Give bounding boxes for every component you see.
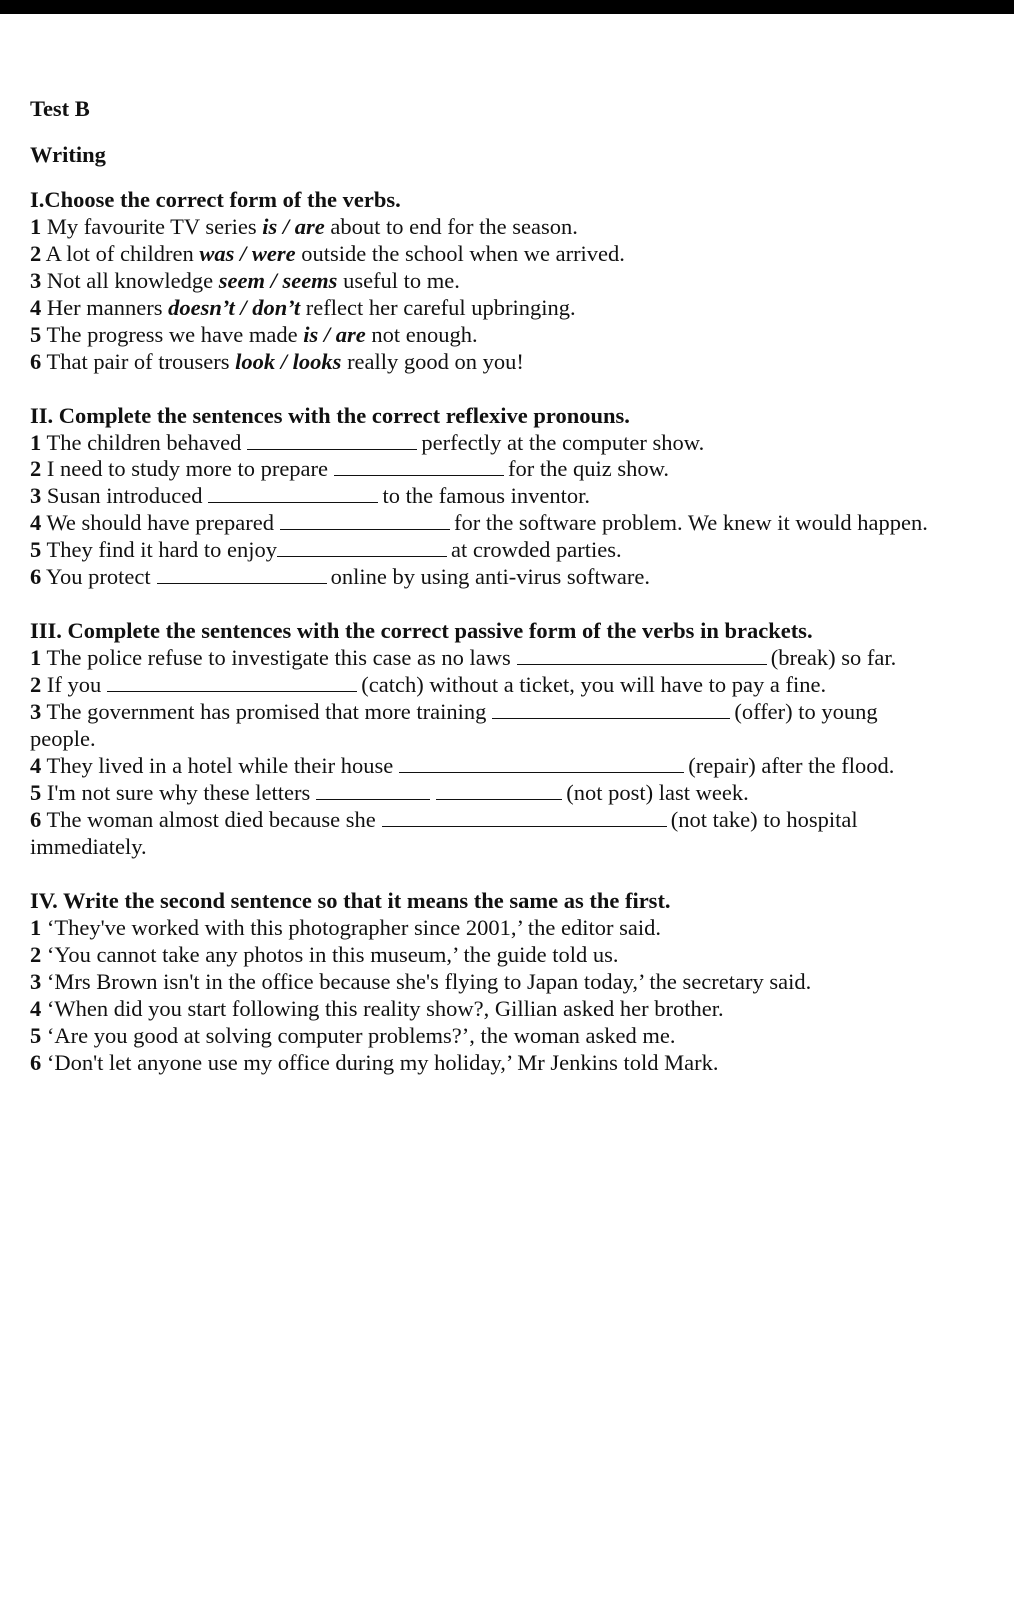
part2-item-1: 1 The children behaved perfectly at the computer show. bbox=[30, 430, 705, 455]
part4-item-5: 5 ‘Are you good at solving computer problems?’, the woman asked me. bbox=[30, 1023, 676, 1048]
verb-options: look / looks bbox=[235, 349, 342, 374]
part2-item-5: 5 They find it hard to enjoy at crowded parties. bbox=[30, 537, 622, 562]
part3-item-1: 1 The police refuse to investigate this case as no laws (break) so far. bbox=[30, 645, 897, 670]
part3-item-3: 3 The government has promised that more training (offer) to young bbox=[30, 699, 878, 724]
answer-blank[interactable] bbox=[107, 673, 357, 692]
verb-options: doesn’t / don’t bbox=[168, 295, 301, 320]
part3-item-2: 2 If you (catch) without a ticket, you will have to pay a fine. bbox=[30, 672, 827, 697]
top-black-bar bbox=[0, 0, 1014, 14]
answer-blank[interactable] bbox=[399, 754, 684, 773]
section-label: Writing bbox=[30, 142, 106, 167]
answer-blank[interactable] bbox=[208, 484, 378, 503]
test-label: Test B bbox=[30, 96, 90, 121]
part1-title: I.Choose the correct form of the verbs. bbox=[30, 187, 401, 212]
answer-blank[interactable] bbox=[277, 538, 447, 557]
answer-blank[interactable] bbox=[247, 431, 417, 450]
part2-item-3: 3 Susan introduced to the famous inventor. bbox=[30, 483, 590, 508]
verb-options: is / are bbox=[303, 322, 366, 347]
part3-item-5: 5 I'm not sure why these letters (not post) last week. bbox=[30, 780, 749, 805]
part2-item-6: 6 You protect online by using anti-virus software. bbox=[30, 564, 650, 589]
answer-blank[interactable] bbox=[517, 646, 767, 665]
part3-item-6: 6 The woman almost died because she (not take) to hospital bbox=[30, 807, 858, 832]
verb-options: seem / seems bbox=[218, 268, 338, 293]
part1-item-3: 3 Not all knowledge seem / seems useful to me. bbox=[30, 268, 460, 293]
verb-options: is / are bbox=[262, 214, 325, 239]
part4-title: IV. Write the second sentence so that it means the same as the first. bbox=[30, 888, 671, 913]
part2-title: II. Complete the sentences with the correct reflexive pronouns. bbox=[30, 403, 630, 428]
part1-item-4: 4 Her manners doesn’t / don’t reflect her careful upbringing. bbox=[30, 295, 576, 320]
part1-item-2: 2 A lot of children was / were outside the school when we arrived. bbox=[30, 241, 625, 266]
part1-item-5: 5 The progress we have made is / are not enough. bbox=[30, 322, 478, 347]
answer-blank[interactable] bbox=[334, 457, 504, 476]
answer-blank[interactable] bbox=[157, 565, 327, 584]
part3-item-3-cont: people. bbox=[30, 726, 96, 751]
part1-item-6: 6 That pair of trousers look / looks really good on you! bbox=[30, 349, 524, 374]
answer-blank[interactable] bbox=[382, 808, 667, 827]
answer-blank[interactable] bbox=[436, 781, 562, 800]
part3-title: III. Complete the sentences with the correct passive form of the verbs in brackets. bbox=[30, 618, 813, 643]
part4-item-3: 3 ‘Mrs Brown isn't in the office because she's flying to Japan today,’ the secretary said. bbox=[30, 969, 812, 994]
part3-item-4: 4 They lived in a hotel while their house (repair) after the flood. bbox=[30, 753, 895, 778]
answer-blank[interactable] bbox=[492, 700, 730, 719]
verb-options: was / were bbox=[199, 241, 296, 266]
part1-item-1: 1 My favourite TV series is / are about to end for the season. bbox=[30, 214, 578, 239]
part2-item-4: 4 We should have prepared for the software problem. We knew it would happen. bbox=[30, 510, 928, 535]
part4-item-1: 1 ‘They've worked with this photographer since 2001,’ the editor said. bbox=[30, 915, 661, 940]
answer-blank[interactable] bbox=[280, 511, 450, 530]
part4-item-2: 2 ‘You cannot take any photos in this museum,’ the guide told us. bbox=[30, 942, 619, 967]
part4-item-4: 4 ‘When did you start following this reality show?, Gillian asked her brother. bbox=[30, 996, 724, 1021]
part3-item-6-cont: immediately. bbox=[30, 834, 147, 859]
part2-item-2: 2 I need to study more to prepare for the quiz show. bbox=[30, 456, 670, 481]
part4-item-6: 6 ‘Don't let anyone use my office during my holiday,’ Mr Jenkins told Mark. bbox=[30, 1050, 719, 1075]
answer-blank[interactable] bbox=[316, 781, 430, 800]
